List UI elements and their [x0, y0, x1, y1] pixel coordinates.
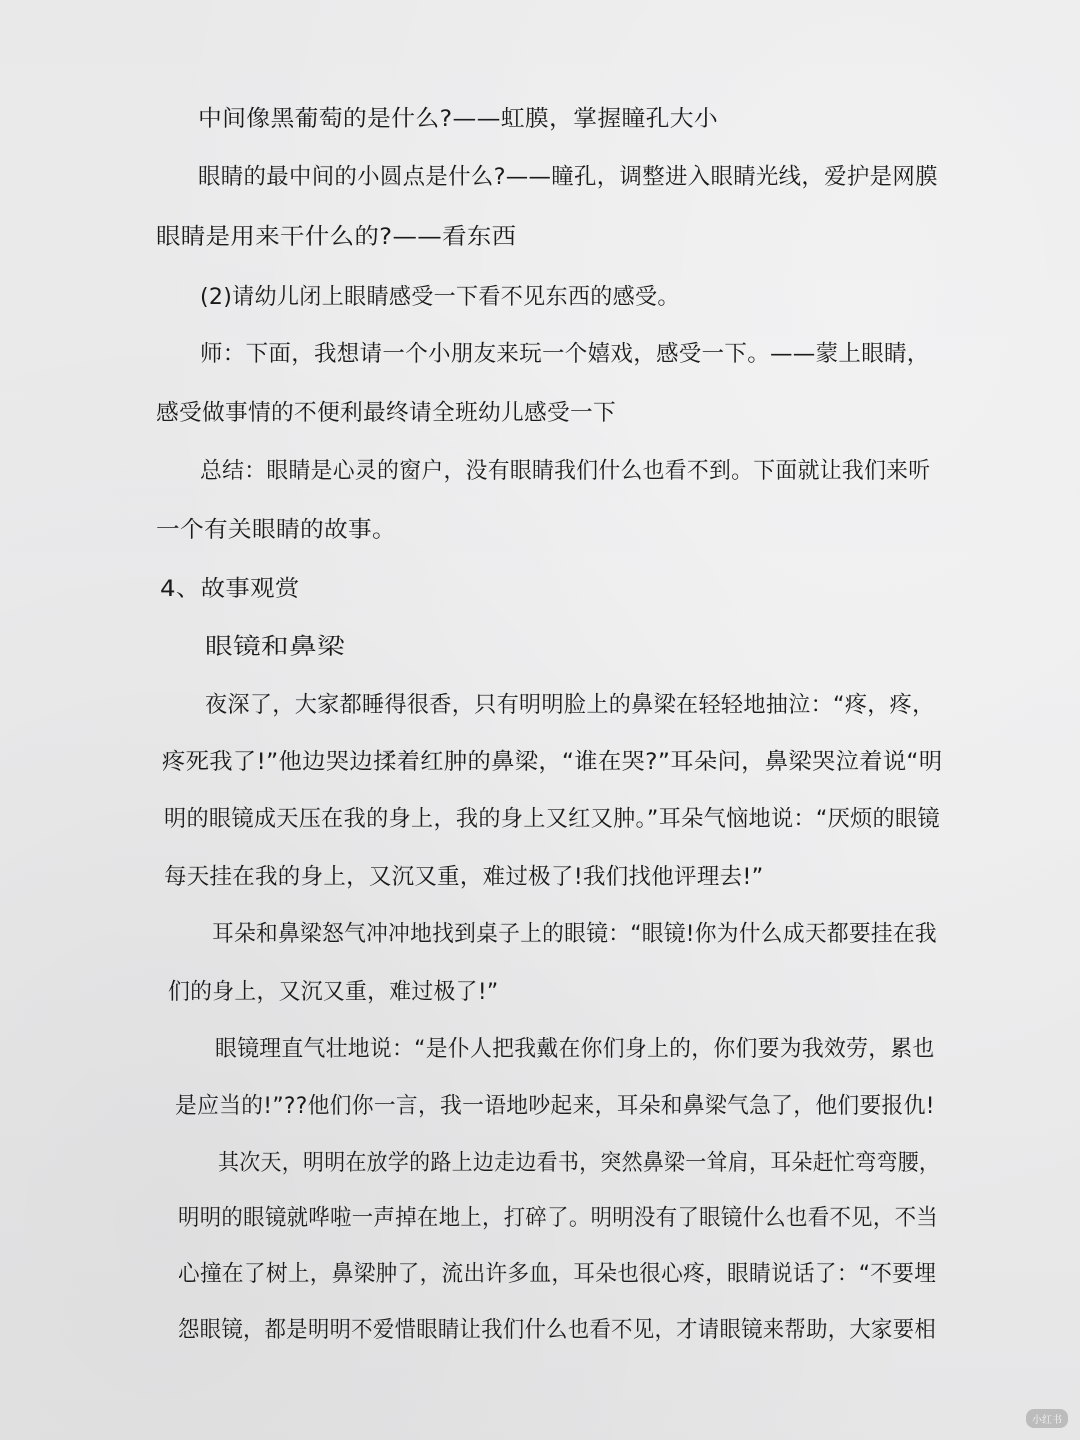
text-line: 师：下面，我想请一个小朋友来玩一个嬉戏，感受一下。——蒙上眼睛， — [200, 341, 930, 367]
text-line: 心撞在了树上，鼻梁肿了，流出许多血，耳朵也很心疼，眼睛说话了：“不要埋 — [178, 1261, 937, 1287]
section-heading: 4、故事观赏 — [160, 576, 300, 602]
text-line: 明的眼镜成天压在我的身上，我的身上又红又肿。”耳朵气恼地说：“厌烦的眼镜 — [164, 806, 940, 832]
text-line: 眼镜理直气壮地说：“是仆人把我戴在你们身上的，你们要为我效劳，累也 — [215, 1036, 935, 1062]
text-line: 怨眼镜，都是明明不爱惜眼睛让我们什么也看不见，才请眼镜来帮助，大家要相 — [178, 1317, 937, 1343]
text-line: 感受做事情的不便利最终请全班幼儿感受一下 — [156, 400, 617, 426]
text-line: 一个有关眼睛的故事。 — [156, 517, 397, 543]
story-title: 眼镜和鼻梁 — [205, 634, 346, 660]
text-line: 明明的眼镜就哗啦一声掉在地上，打碎了。明明没有了眼镜什么也看不见，不当 — [178, 1205, 939, 1231]
text-line: 每天挂在我的身上，又沉又重，难过极了!我们找他评理去!” — [164, 864, 764, 890]
text-line: 是应当的!”??他们你一言，我一语地吵起来，耳朵和鼻梁气急了，他们要报仇! — [175, 1093, 935, 1119]
text-line: 耳朵和鼻梁怒气冲冲地找到桌子上的眼镜：“眼镜!你为什么成天都要挂在我 — [212, 921, 937, 947]
text-line: 其次天，明明在放学的路上边走边看书，突然鼻梁一耸肩，耳朵赶忙弯弯腰， — [218, 1150, 941, 1176]
text-line: 眼睛是用来干什么的?——看东西 — [156, 224, 517, 250]
text-line: 们的身上，又沉又重，难过极了!” — [168, 979, 499, 1005]
text-line: 疼死我了!”他边哭边揉着红肿的鼻梁，“谁在哭?”耳朵问，鼻梁哭泣着说“明 — [162, 749, 943, 775]
text-line: 夜深了，大家都睡得很香，只有明明脸上的鼻梁在轻轻地抽泣：“疼，疼， — [205, 692, 935, 718]
text-line: (2)请幼儿闭上眼睛感受一下看不见东西的感受。 — [200, 284, 680, 310]
text-line: 中间像黑葡萄的是什么?——虹膜，掌握瞳孔大小 — [198, 106, 719, 132]
text-line: 总结：眼睛是心灵的窗户，没有眼睛我们什么也看不到。下面就让我们来听 — [200, 458, 931, 484]
watermark-badge: 小红书 — [1026, 1409, 1068, 1428]
text-line: 眼睛的最中间的小圆点是什么?——瞳孔，调整进入眼睛光线，爱护是网膜 — [198, 164, 938, 190]
